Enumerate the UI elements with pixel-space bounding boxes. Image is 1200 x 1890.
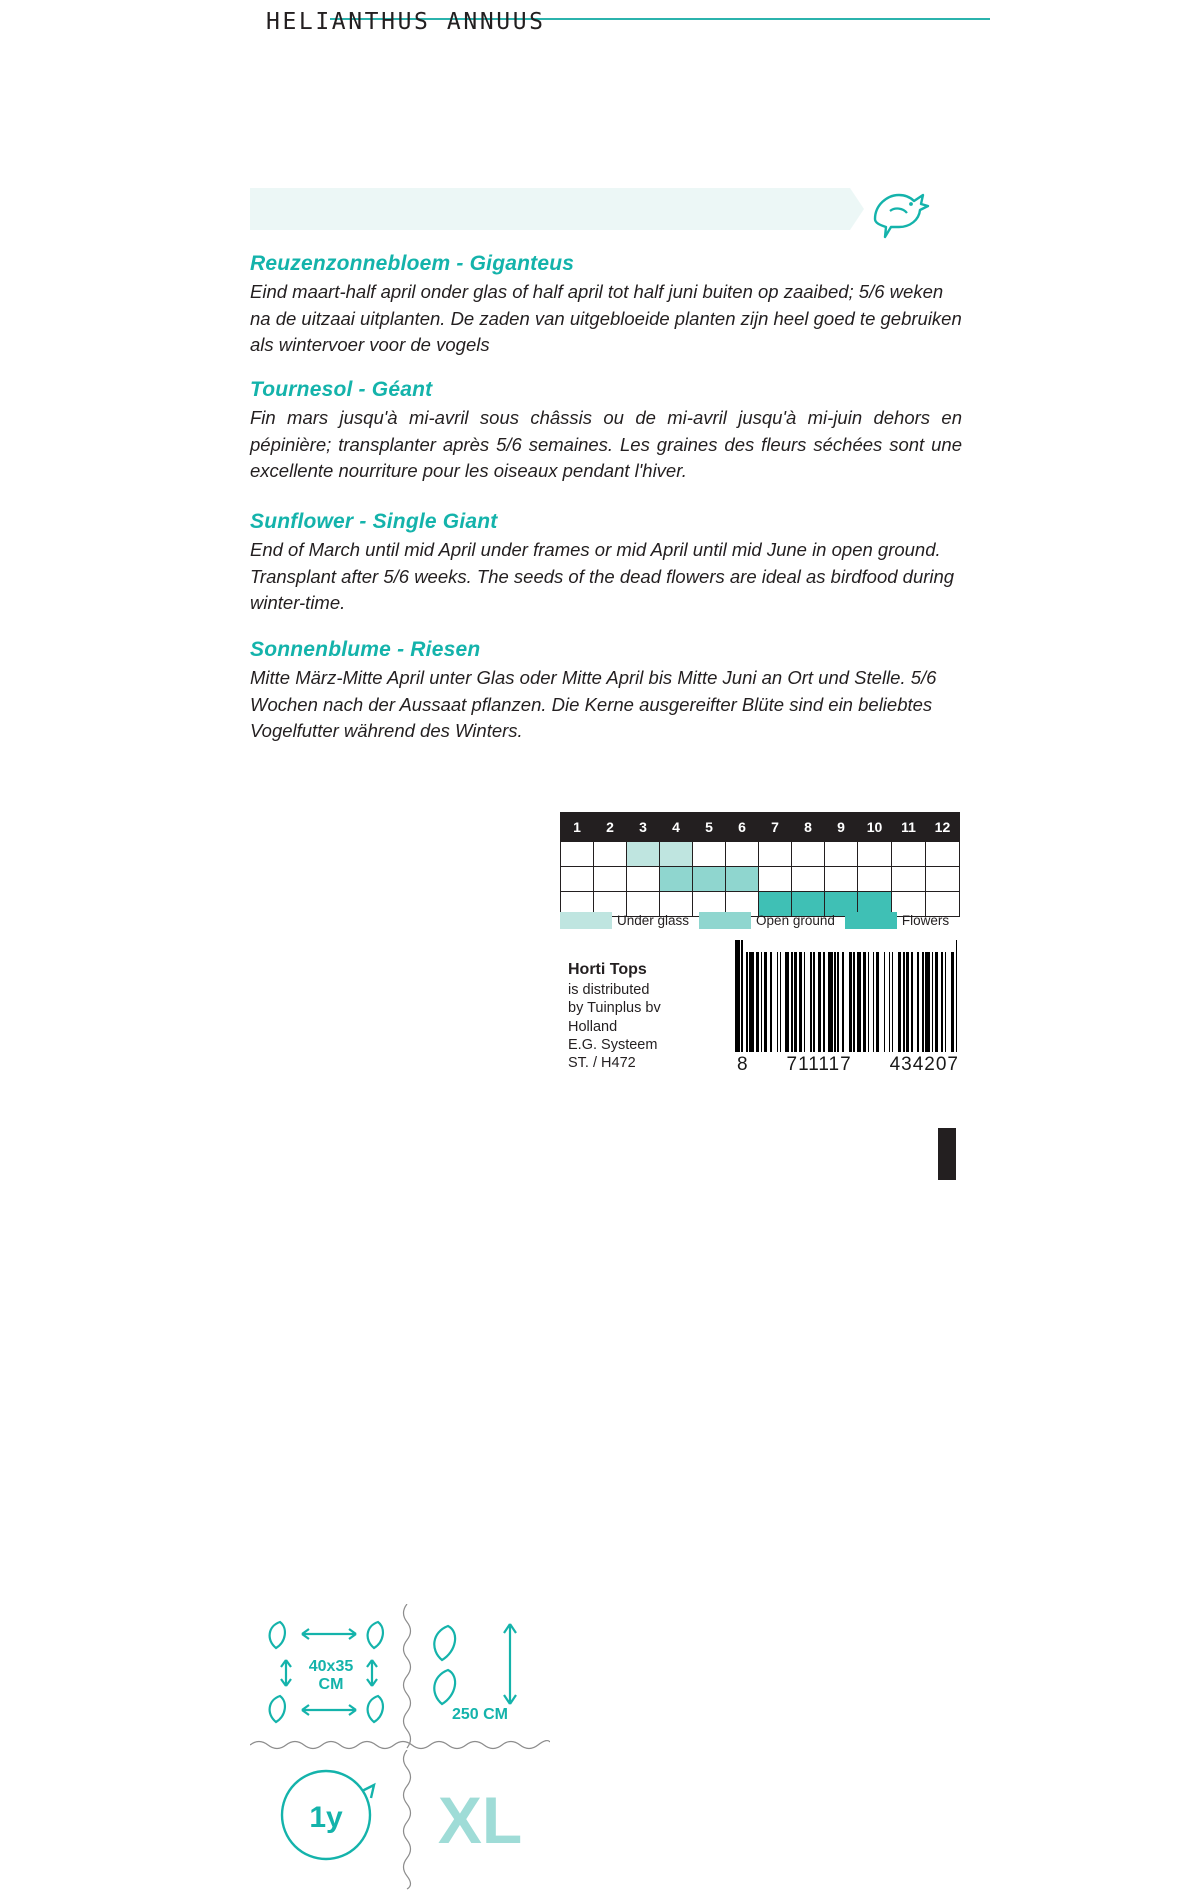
block-body-nl: Eind maart-half april onder glas of half april tot half juni buiten op zaaibed; 5/6 weken na de uitzaai uitplanten. De zaden van uitgebloeide planten zijn heel goed te gebruiken als wintervoer voor de vogels	[250, 281, 962, 356]
month-header: 3	[627, 813, 660, 842]
month-header: 10	[858, 813, 892, 842]
calendar-cell	[792, 842, 825, 867]
svg-text:1y: 1y	[309, 1801, 343, 1834]
calendar-row-under-glass	[561, 842, 960, 867]
calendar-cell	[858, 867, 892, 892]
bird-icon	[865, 175, 935, 245]
month-header: 1	[561, 813, 594, 842]
legend-swatch-under-glass	[560, 912, 612, 929]
month-header: 4	[660, 813, 693, 842]
height-label: 250 CM	[451, 1706, 509, 1723]
calendar-cell	[925, 867, 959, 892]
icon-panel	[250, 800, 550, 1857]
calendar-cell	[925, 842, 959, 867]
block-title-nl: Reuzenzonnebloem - Giganteus	[250, 252, 575, 275]
wavy-divider-horizontal	[250, 1738, 550, 1752]
barcode	[735, 952, 961, 1082]
calendar-header-row	[561, 813, 960, 842]
spacing-label-line2: CM	[318, 1676, 344, 1694]
brand-info	[568, 960, 728, 1072]
month-header: 6	[726, 813, 759, 842]
barcode-digit-group-3: 434207	[889, 1054, 959, 1075]
text-block-fr	[250, 378, 962, 485]
month-header: 11	[892, 813, 926, 842]
calendar-cell	[759, 867, 792, 892]
block-body-en: End of March until mid April under frames or mid April until mid June in open ground. Transplant after 5/6 weeks. The seeds of the dead flowers are ideal as birdfood during winter-time.	[250, 539, 955, 614]
calendar-row-open-ground	[561, 867, 960, 892]
latin-name-band	[250, 188, 850, 230]
calendar-table	[560, 812, 960, 917]
month-header: 9	[825, 813, 858, 842]
legend-item-open-ground	[699, 912, 835, 929]
block-title-fr: Tournesol - Géant	[250, 378, 433, 401]
legend-item-under-glass	[560, 912, 689, 929]
sowing-calendar	[560, 812, 960, 917]
calendar-cell	[825, 842, 858, 867]
text-block-de	[250, 638, 962, 745]
calendar-cell	[627, 867, 660, 892]
block-body-de: Mitte März-Mitte April unter Glas oder Mitte April bis Mitte Juni an Ort und Stelle. 5/6 Wochen nach der Aussaat pflanzen. Die Kerne ausgereifter Blüte sind ein beliebtes Vogelfutter während des Winters.	[250, 667, 937, 742]
barcode-number	[735, 1054, 961, 1076]
calendar-cell	[561, 842, 594, 867]
month-header: 5	[693, 813, 726, 842]
spacing-label-line1: 40x35	[308, 1658, 354, 1675]
calendar-cell	[594, 867, 627, 892]
calendar-cell	[561, 867, 594, 892]
legend-label-flowers: Flowers	[901, 913, 950, 928]
calendar-cell	[825, 867, 858, 892]
calendar-cell	[726, 842, 759, 867]
calendar-cell	[594, 842, 627, 867]
calendar-cell	[792, 867, 825, 892]
brand-line-5: ST. / H472	[568, 1055, 636, 1072]
packet-size-icon	[410, 1755, 550, 1880]
calendar-legend	[560, 912, 960, 929]
seed-packet-back	[250, 0, 970, 1857]
block-body-fr: Fin mars jusqu'à mi-avril sous châssis ou de mi-avril jusqu'à mi-juin dehors en pépinière; transplanter après 5/6 semaines. Les graines des fleurs séchées sont une excellente nourriture pour les oiseaux pendant l'hiver.	[250, 407, 962, 482]
legend-item-flowers	[845, 912, 949, 929]
legend-swatch-open-ground	[699, 912, 751, 929]
brand-name: Horti Tops	[568, 961, 647, 978]
month-header: 12	[925, 813, 959, 842]
barcode-digit-group-2: 711117	[786, 1054, 852, 1075]
calendar-cell	[892, 867, 926, 892]
calendar-cell	[660, 867, 693, 892]
calendar-cell	[759, 842, 792, 867]
text-block-en	[250, 510, 962, 617]
block-title-de: Sonnenblume - Riesen	[250, 638, 481, 661]
lifecycle-icon	[260, 1755, 400, 1880]
calendar-cell	[693, 867, 726, 892]
calendar-cell	[892, 842, 926, 867]
month-header: 7	[759, 813, 792, 842]
calendar-cell	[858, 842, 892, 867]
brand-line-4: E.G. Systeem	[568, 1036, 658, 1053]
calendar-cell	[627, 842, 660, 867]
svg-text:XL: XL	[437, 1783, 523, 1857]
legend-swatch-flowers	[845, 912, 897, 929]
page-title: HELIANTHUS ANNUUS	[266, 9, 546, 35]
brand-line-3: Holland	[568, 1018, 618, 1035]
text-block-nl	[250, 252, 962, 359]
month-header: 8	[792, 813, 825, 842]
legend-label-open-ground: Open ground	[756, 913, 835, 928]
calendar-cell	[726, 867, 759, 892]
calendar-cell	[660, 842, 693, 867]
barcode-digit-group-1: 8	[737, 1054, 749, 1075]
print-corner-mark	[938, 1128, 956, 1180]
barcode-bars	[735, 952, 961, 1052]
legend-label-under-glass: Under glass	[617, 913, 690, 928]
calendar-cell	[693, 842, 726, 867]
brand-line-2: by Tuinplus bv	[568, 1000, 661, 1017]
brand-line-1: is distributed	[568, 982, 650, 999]
month-header: 2	[594, 813, 627, 842]
block-title-en: Sunflower - Single Giant	[250, 510, 498, 533]
